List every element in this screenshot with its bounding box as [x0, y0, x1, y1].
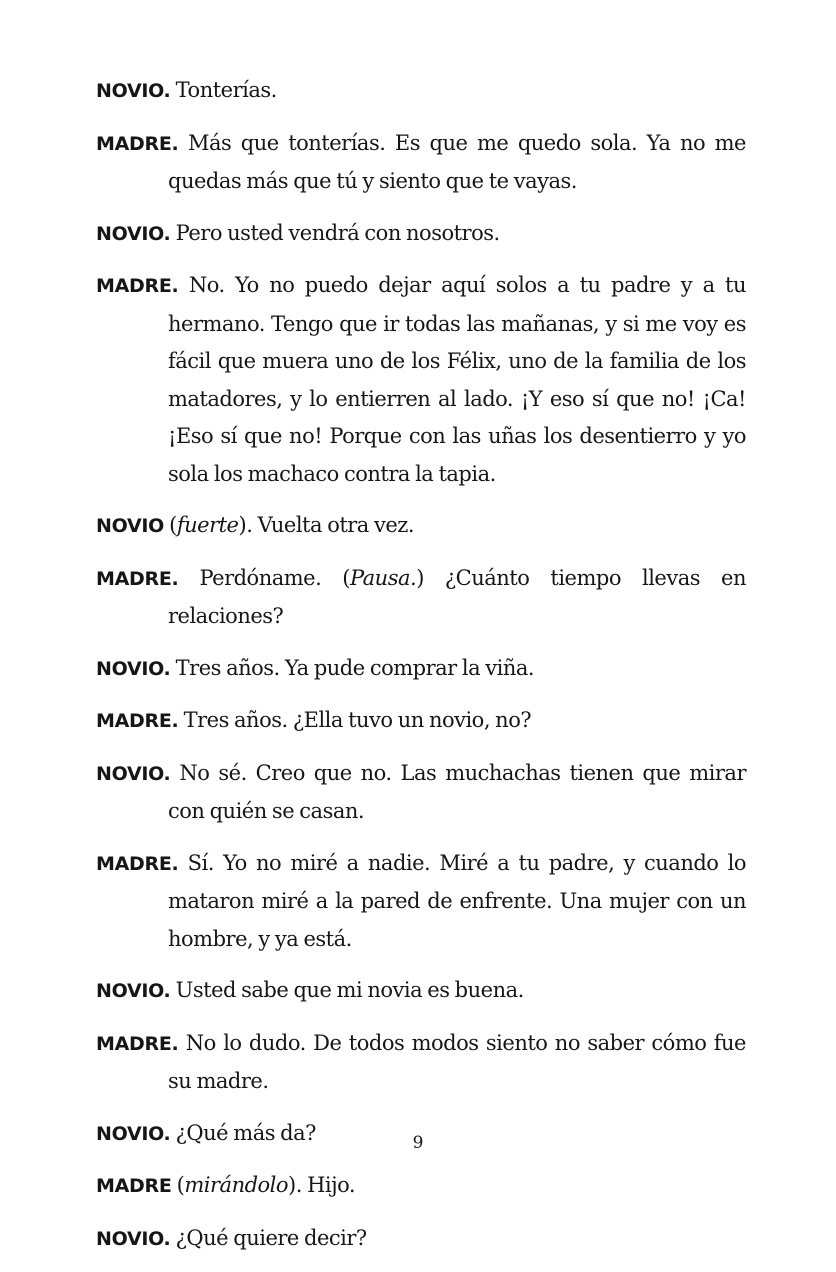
- stage-direction-close: ).: [288, 1173, 302, 1197]
- dialogue-line: [96, 845, 746, 959]
- dialogue-line: [96, 755, 746, 831]
- stage-direction-open: (: [171, 1173, 185, 1197]
- speaker-name: NOVIO.: [96, 980, 171, 1002]
- stage-direction: mirándolo: [184, 1173, 289, 1197]
- speaker-name: MADRE.: [96, 852, 179, 875]
- dialogue-text-post: ) ¿Cuánto tiempo llevas en relaciones?: [168, 565, 746, 628]
- dialogue-line: [96, 267, 746, 493]
- dialogue-line: [96, 215, 746, 254]
- speaker-name: NOVIO: [96, 515, 164, 537]
- speaker-name: NOVIO.: [96, 657, 171, 680]
- dialogue-text: No lo dudo. De todos modos siento no saber cómo fue su madre.: [168, 1030, 746, 1093]
- dialogue-line: [96, 1220, 746, 1259]
- dialogue-text: Sí. Yo no miré a nadie. Miré a tu padre, y cuando lo mataron miré a la pared de enfrente. Una mujer con un hombre, y ya está.: [168, 850, 746, 951]
- dialogue-text: Usted sabe que mi novia es buena.: [175, 978, 524, 1002]
- dialogue-line: [96, 560, 746, 636]
- dialogue-text: Vuelta otra vez.: [257, 513, 415, 537]
- dialogue-line: [96, 125, 746, 201]
- dialogue-line: [96, 1025, 746, 1101]
- dialogue-line: [96, 507, 746, 546]
- dialogue-text: ¿Qué quiere decir?: [175, 1225, 367, 1250]
- speaker-name: NOVIO.: [96, 1122, 171, 1145]
- dialogue-text: Más que tonterías. Es que me quedo sola. Ya no me quedas más que tú y siento que te vayas.: [168, 130, 746, 193]
- script-page: [96, 72, 746, 1272]
- speaker-name: MADRE.: [96, 567, 179, 590]
- dialogue-text: No. Yo no puedo dejar aquí solos a tu padre y a tu hermano. Tengo que ir todas las mañanas, y si me voy es fácil que muera uno de los Félix, uno de la familia de los matadores, y lo entierren al lado. ¡Y eso sí que no! ¡Ca! ¡Eso sí que no! Porque con las uñas los desentierro y yo sola los machaco contra la tapia.: [168, 273, 746, 486]
- stage-direction-open: (: [163, 513, 177, 537]
- dialogue-text: Tres años. Ya pude comprar la viña.: [175, 655, 535, 680]
- dialogue-text: Tres años. ¿Ella tuvo un novio, no?: [183, 708, 532, 732]
- dialogue-text: No sé. Creo que no. Las muchachas tienen que mirar con quién se casan.: [168, 760, 746, 823]
- speaker-name: NOVIO.: [96, 80, 171, 102]
- speaker-name: MADRE.: [96, 1032, 179, 1055]
- stage-direction-close: ).: [238, 513, 253, 537]
- speaker-name: MADRE.: [96, 132, 179, 155]
- dialogue-text: Tonterías.: [175, 78, 277, 102]
- dialogue-text: Pero usted vendrá con nosotros.: [175, 220, 500, 245]
- page-number: 9: [412, 1133, 424, 1153]
- speaker-name: MADRE: [96, 1175, 172, 1197]
- speaker-name: NOVIO.: [96, 762, 171, 785]
- dialogue-line: [96, 972, 746, 1011]
- dialogue-text: Hijo.: [307, 1173, 356, 1197]
- stage-direction: Pausa.: [349, 565, 417, 590]
- speaker-name: MADRE.: [96, 275, 179, 297]
- dialogue-text-pre: Perdóname. (: [199, 565, 350, 590]
- speaker-name: MADRE.: [96, 710, 179, 732]
- dialogue-line: [96, 650, 746, 689]
- stage-direction: fuerte: [176, 513, 239, 537]
- speaker-name: NOVIO.: [96, 222, 171, 245]
- dialogue-text: ¿Qué más da?: [175, 1120, 316, 1145]
- speaker-name: NOVIO.: [96, 1227, 171, 1250]
- dialogue-line: [96, 702, 746, 741]
- dialogue-line: [96, 72, 746, 111]
